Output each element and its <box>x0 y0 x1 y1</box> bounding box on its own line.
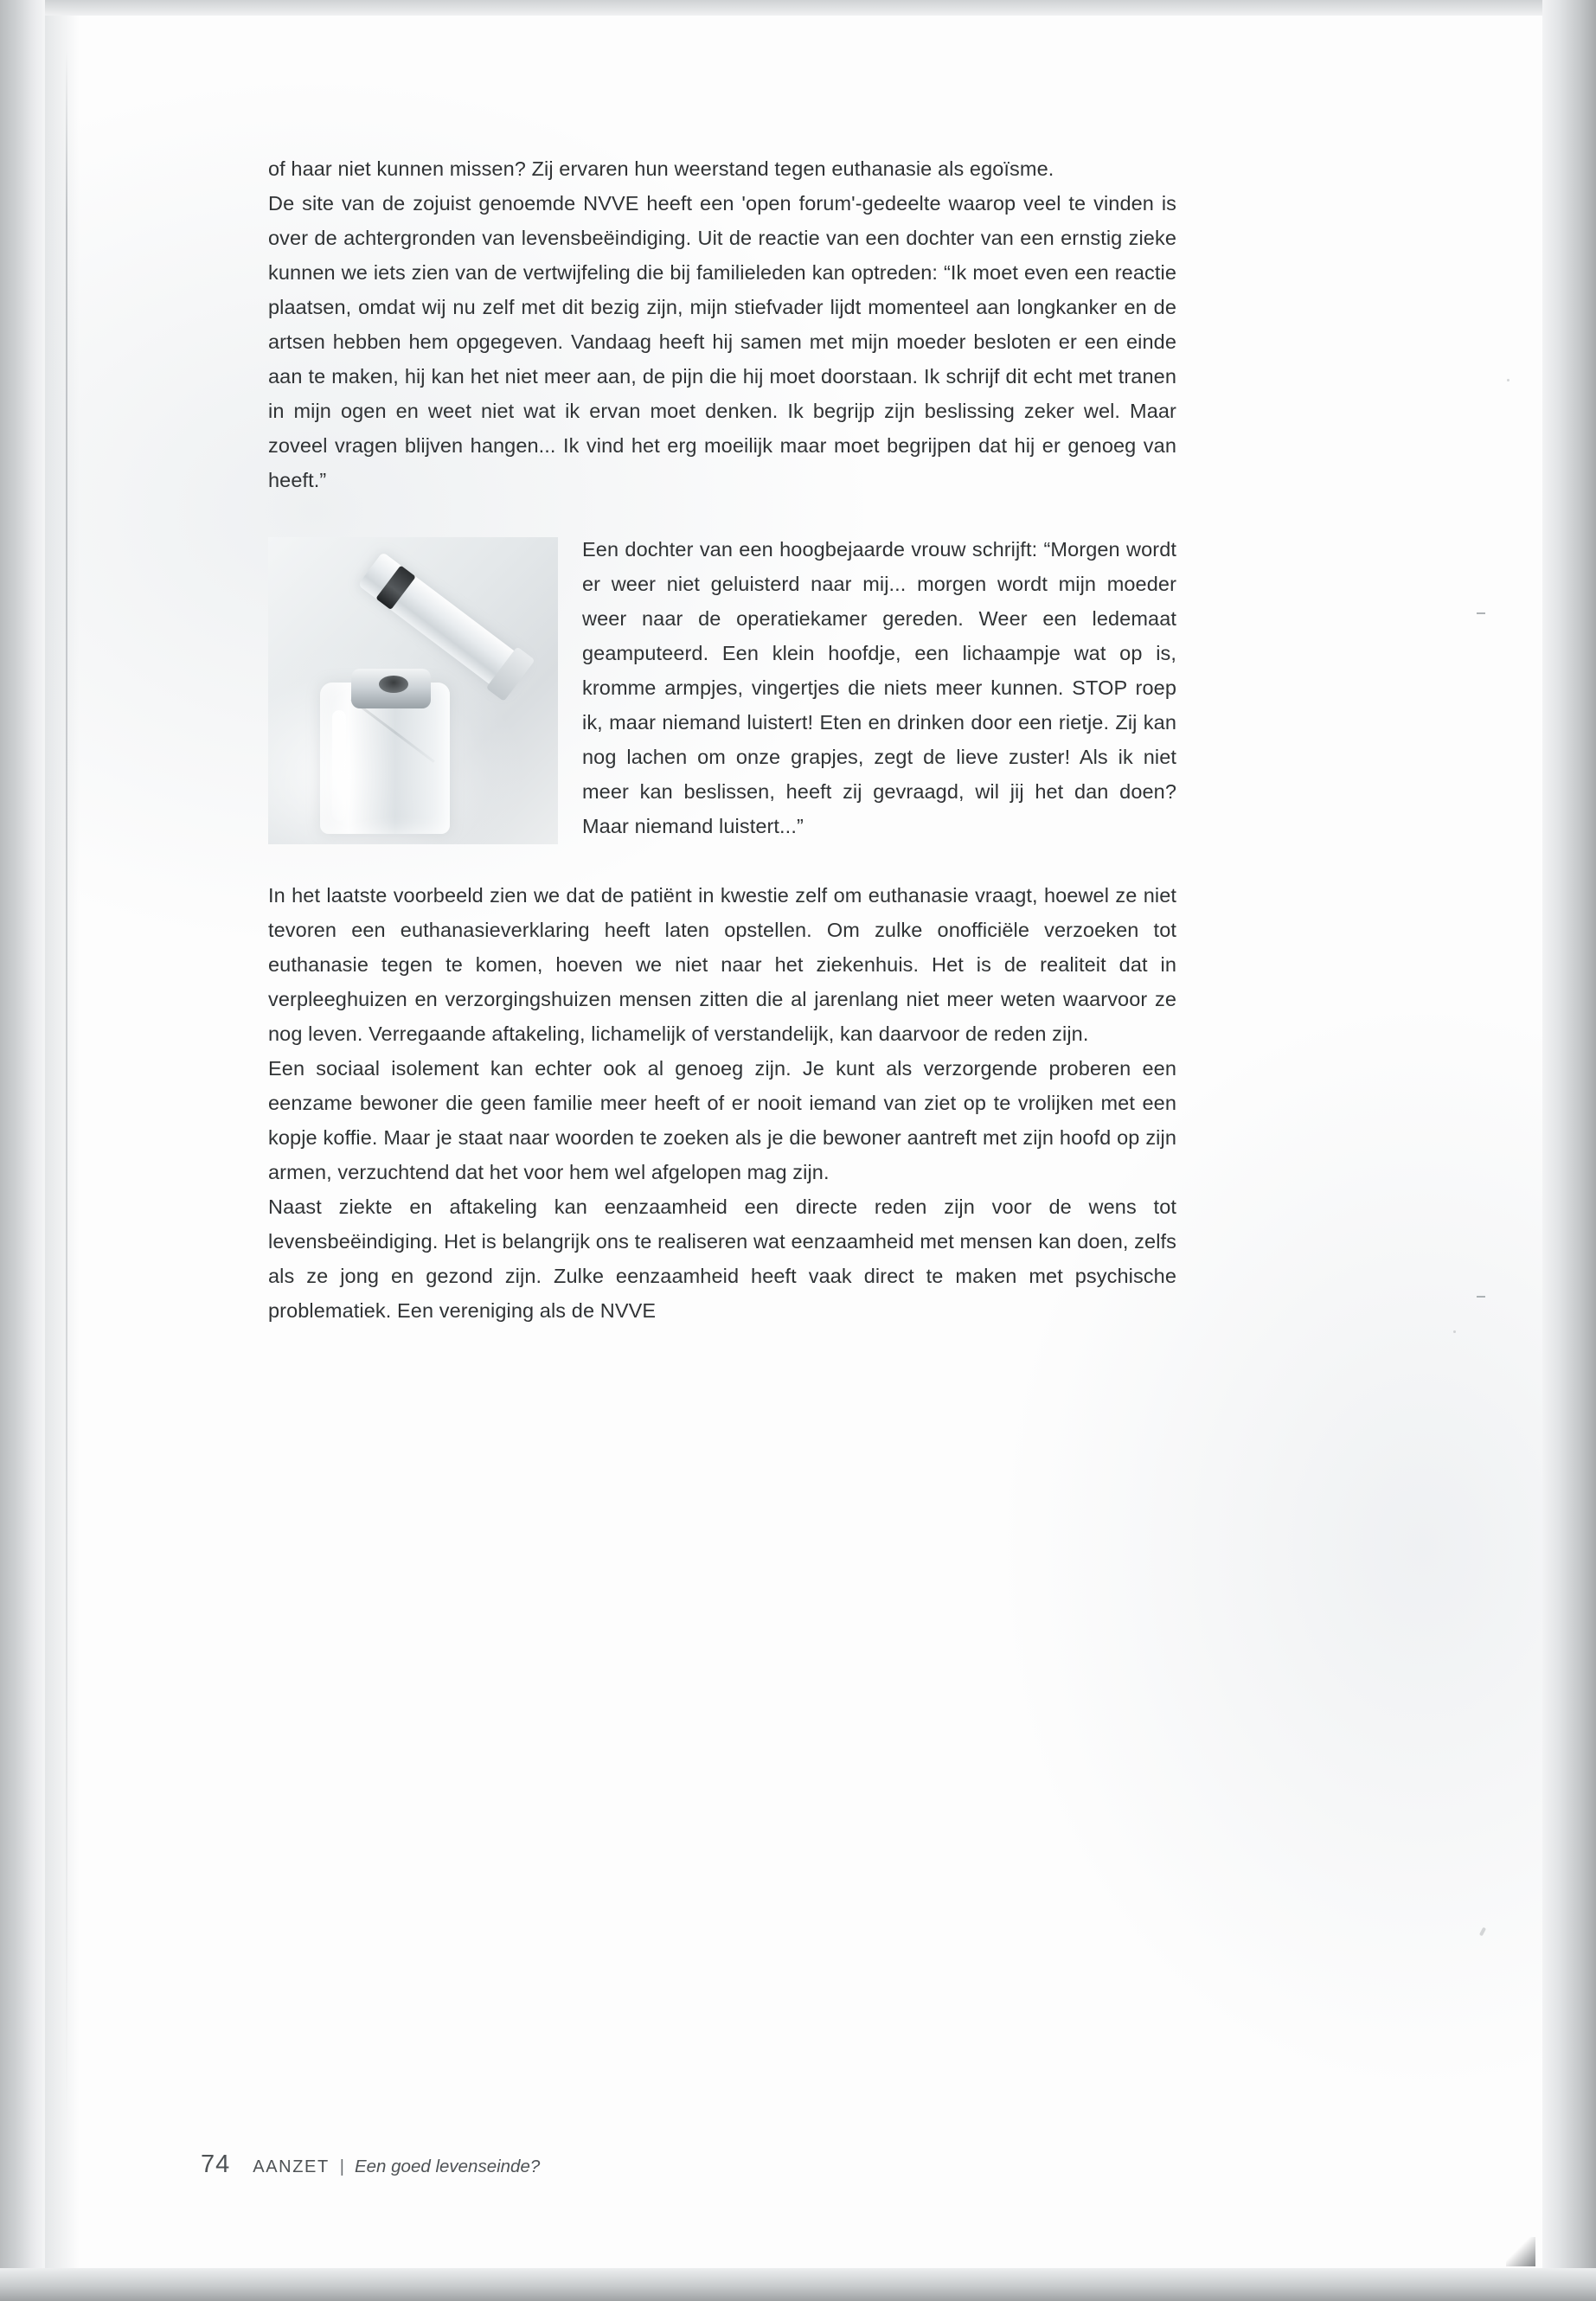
vial-stopper-icon <box>379 676 408 693</box>
paragraph-5: Een sociaal isolement kan echter ook al genoeg zijn. Je kunt als verzorgende proberen een eenzame bewoner die geen familie meer heeft of er nooit iemand van ziet op te vrolijken met een kopje koffie. Maar je staat naar woorden te zoeken als je die bewoner aantreft met zijn hoofd op zijn armen, verzuchtend dat het voor hem wel afgelopen mag zijn. <box>268 1057 1176 1183</box>
syringe-plunger-seal <box>375 565 415 610</box>
scan-speck <box>1479 1927 1486 1937</box>
scan-speck <box>1507 379 1509 381</box>
scan-tick <box>1477 1296 1485 1298</box>
page-number: 74 <box>201 2150 231 2178</box>
page-footer <box>201 2150 540 2179</box>
footer-book-title: Een goed levenseinde? <box>354 2157 541 2176</box>
footer-series-name: AANZET <box>253 2157 330 2176</box>
text-column <box>268 151 1176 1328</box>
paragraph-1: of haar niet kunnen missen? Zij ervaren hun weerstand tegen euthanasie als egoïsme. <box>268 157 1054 180</box>
paragraph-6: Naast ziekte en aftakeling kan eenzaamheid een directe reden zijn voor de wens tot levensbeëindiging. Het is belangrijk ons te realiseren wat eenzaamheid met mensen kan doen, zelfs als ze jong en gezond zijn. Zulke eenzaamheid heeft vaak direct te maken met psychische problematiek. Een vereniging als de NVVE <box>268 1195 1176 1322</box>
scan-corner-mark <box>1506 2237 1535 2266</box>
paragraph-4: In het laatste voorbeeld zien we dat de patiënt in kwestie zelf om euthanasie vraagt, hoewel ze niet tevoren een euthanasieverklaring heeft laten opstellen. Om zulke onofficiële verzoeken tot euthanasie tegen te komen, hoeven we niet naar het ziekenhuis. Het is de realiteit dat in verpleeghuizen en verzorgingshuizen mensen zitten die al jarenlang niet meer weten waarvoor ze nog leven. Verregaande aftakeling, lichamelijk of verstandelijk, kan daarvoor de reden zijn. <box>268 884 1176 1045</box>
paragraph-3: Een dochter van een hoogbejaarde vrouw schrijft: “Morgen wordt er weer niet geluisterd naar mij... morgen wordt mijn moeder weer naar de operatiekamer gereden. Weer een ledemaat geamputeerd. Een klein hoofdje, een lichaampje wat op is, kromme armpjes, vingertjes die niets meer kunnen. STOP roep ik, maar niemand luistert! Eten en drinken door een rietje. Zij kan nog lachen om onze grapjes, zegt de lieve zuster! Als ik niet meer kan beslissen, heeft zij gevraagd, wil jij het dan doen? Maar niemand luistert...” <box>582 538 1176 837</box>
scan-edge-left <box>0 0 45 2301</box>
footer-separator: | <box>339 2157 344 2176</box>
scan-edge-right <box>1542 0 1596 2301</box>
vial-highlight <box>332 710 346 821</box>
paragraph-2: De site van de zojuist genoemde NVVE heeft een 'open forum'-gedeelte waarop veel te vinden is over de achtergronden van levensbeëindiging. Uit de reactie van een dochter van een ernstig zieke kunnen we iets zien van de vertwijfeling die bij familieleden kan optreden: “Ik moet even een reactie plaatsen, omdat wij nu zelf met dit bezig zijn, mijn stiefvader lijdt momenteel aan longkanker en de artsen hebben hem opgegeven. Vandaag heeft hij samen met mijn moeder besloten er een einde aan te maken, hij kan het niet meer aan, de pijn die hij moet doorstaan. Ik schrijf dit echt met tranen in mijn ogen en weet niet wat ik ervan moet denken. Ik begrijp zijn beslissing zeker wel. Maar zoveel vragen blijven hangen... Ik vind het erg moeilijk maar moet begrijpen dat hij er genoeg van heeft.” <box>268 192 1176 491</box>
scan-tick <box>1477 612 1485 614</box>
scan-edge-top <box>0 0 1596 16</box>
scan-speck <box>1453 1330 1456 1333</box>
page-crease <box>66 50 67 2126</box>
scan-edge-bottom <box>0 2268 1596 2301</box>
syringe-vial-figure <box>268 537 558 844</box>
